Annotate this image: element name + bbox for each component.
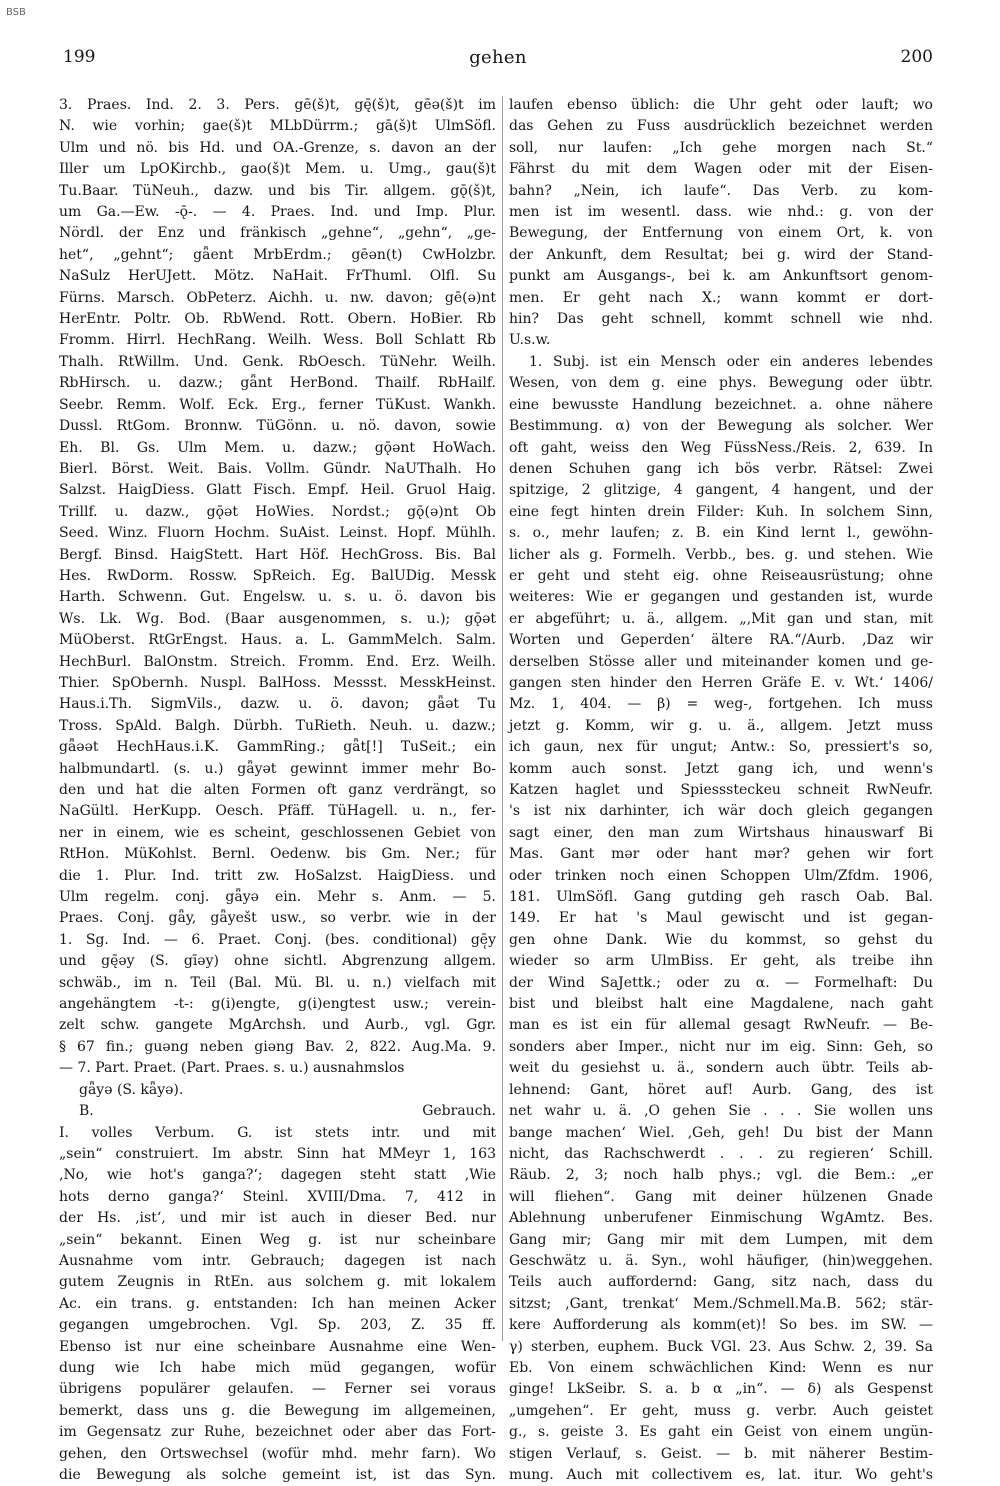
text-line: „sein“ construiert. Im abstr. Sinn hat MMeyr 1, 163	[59, 1145, 496, 1162]
text-line: men ist im wesentl. dass. wie nhd.: g. von der	[509, 204, 933, 221]
text-line: het“, „gehnt“; gǟent MrbErdm.; gēən(t) CwHolzbr.	[59, 246, 496, 263]
text-line: B. Gebrauch.	[79, 1103, 496, 1120]
text-line: Ws. Lk. Wg. Bod. (Baar ausgenommen, s. u.); gǭət	[59, 610, 496, 627]
text-line: lehnend: Gant, höret auf! Aurb. Gang, des ist	[509, 1081, 933, 1098]
text-line: Mas. Gant mər oder hant mər? gehen wir fort	[509, 846, 933, 863]
left-column	[59, 95, 496, 1483]
text-line: Harth. Schwenn. Gut. Engelsw. u. s. u. ö. davon bis	[59, 589, 496, 606]
text-line: sitzst; ‚Gant, trenkat‘ Mem./Schmell.Ma.B. 562; stär-	[509, 1295, 933, 1312]
text-line: gen ohne Dank. Wie du kommst, so gehst du	[509, 931, 933, 948]
text-line: Dussl. RtGom. Bronnw. TüGönn. u. nö. davon, sowie	[59, 418, 496, 435]
text-line: Wesen, von dem g. eine phys. Bewegung oder übtr.	[509, 375, 933, 392]
text-line: gehen, den Ortswechsel (wofür mhd. mehr farn). Wo	[59, 1445, 496, 1462]
text-line: HerEntr. Poltr. Ob. RbWend. Rott. Obern. HoBier. Rb	[59, 311, 496, 328]
text-line: hin? Das geht schnell, kommt schnell wie nhd.	[509, 311, 933, 328]
text-line: kere Aufforderung als komm(et)! So bes. im SW. —	[509, 1317, 933, 1334]
text-line: sagt einer, den man zum Wirtshaus hinauswarf Bi	[509, 824, 933, 841]
text-line: Teils auch auffordernd: Gang, sitz nach, dass du	[509, 1274, 933, 1291]
left-page-number: 199	[63, 47, 96, 67]
text-line: 's ist nix darhinter, ich wär doch gleich gegangen	[509, 803, 933, 820]
text-line: 149. Er hat 's Maul gewischt und ist gegan-	[509, 910, 933, 927]
text-line: MüOberst. RtGrEngst. Haus. a. L. GammMelch. Salm.	[59, 632, 496, 649]
text-line: U.s.w.	[509, 332, 551, 349]
text-line: Bierl. Börst. Weit. Bais. Vollm. Gündr. NaUThalh. Ho	[59, 460, 496, 477]
text-line: Worten und Geperden‘ ältere RA.“/Aurb. ‚Daz wir	[509, 632, 933, 649]
text-line: die Bewegung als solche gemeint ist, ist das Syn.	[59, 1467, 496, 1483]
text-line: Bewegung, der Entfernung von einem Ort, k. von	[509, 225, 933, 242]
text-line: schwäb., im n. Teil (Bal. Mü. Bl. u. n.) vielfach mit	[59, 974, 496, 991]
text-line: er abgeführt; u. ä., allgem. „‚Mit gan und stan, mit	[509, 610, 933, 627]
text-line: jetzt g. Komm, wir g. u. ä., allgem. Jetzt muss	[509, 717, 933, 734]
text-line: g., s. geiste 3. Es gaht ein Geist von einem ungün-	[509, 1424, 933, 1441]
text-line: 1. Sg. Ind. — 6. Praet. Conj. (bes. conditional) gē̜y	[59, 931, 496, 948]
text-line: dung wie Ich habe mich müd gegangen, wofür	[59, 1359, 496, 1376]
text-line: Fährst du mit dem Wagen oder mit der Eisen-	[509, 161, 933, 178]
text-line: der Ankunft, dem Resultat; bei g. wird der Stand-	[509, 246, 933, 263]
headword-title: gehen	[469, 47, 527, 68]
text-line: zelt schw. gangete MgArchsh. und Aurb., vgl. Ggr.	[59, 1017, 496, 1034]
text-line: Seebr. Remm. Wolf. Eck. Erg., ferner TüKust. Wankh.	[59, 396, 496, 413]
text-line: NaGültl. HerKupp. Oesch. Pfäff. TüHagell. u. n., fer-	[59, 803, 496, 820]
text-line: gangen sten hinder den Herren Gräfe E. v. Wt.‘ 1406/	[509, 674, 933, 691]
text-line: im Gegensatz zur Ruhe, bezeichnet oder aber das Fort-	[59, 1424, 496, 1441]
text-line: das Gehen zu Fuss ausdrücklich bezeichnet werden	[509, 118, 933, 135]
text-line: bist und bleibst halt eine Magdalene, nach gaht	[509, 996, 933, 1013]
text-line: „sein“ bekannt. Einen Weg g. ist nur scheinbare	[59, 1231, 496, 1248]
text-line: 1. Subj. ist ein Mensch oder ein anderes lebendes	[529, 353, 933, 370]
text-line: ‚No, wie hot's ganga?‘; dagegen steht statt ‚Wie	[59, 1167, 496, 1184]
text-line: Ulm und nö. bis Hd. und OA.-Grenze, s. davon an der	[59, 139, 496, 156]
text-line: Haus.i.Th. SigmVils., dazw. u. ö. davon; gǟət Tu	[59, 696, 496, 713]
text-line: punkt am Ausgangs-, bei k. am Ankunftsort genom-	[509, 268, 933, 285]
text-line: s. o., mehr laufen; z. B. ein Kind lernt l., gewöhn-	[509, 525, 933, 542]
text-line: Thalh. RtWillm. Und. Genk. RbOesch. TüNehr. Weilh.	[59, 353, 496, 370]
text-line: Ulm regelm. conj. gǟyə ein. Mehr s. Anm. — 5.	[59, 889, 496, 906]
text-line: men. Er geht nach X.; wann kommt er dort-	[509, 289, 933, 306]
text-line: γ) sterben, euphem. Buck VGl. 23. Aus Schw. 2, 39. Sa	[509, 1338, 933, 1355]
text-line: Ablehnung unberufener Einmischung WgAmtz. Bes.	[509, 1210, 933, 1227]
text-line: „umgehen“. Er geht, muss g. verbr. Auch geistet	[509, 1402, 933, 1419]
text-line: Seed. Winz. Fluorn Hochm. SuAist. Leinst. Hopf. Mühlh.	[59, 525, 496, 542]
text-line: RtHon. MüKohlst. Bernl. Oedenw. bis Gm. Ner.; für	[59, 846, 496, 863]
text-line: und gę̄əy (S. gīəy) ohne sichtl. Abgrenzung allgem.	[59, 953, 496, 970]
text-line: gǟyə (S. kǟyə).	[79, 1081, 184, 1098]
text-line: mung. Auch mit collectivem es, lat. itur. Wo geht's	[509, 1467, 933, 1483]
text-line: net wahr u. ä. ‚O gehen Sie . . . Sie wollen uns	[509, 1103, 933, 1120]
text-line: spitzige, 2 glitzige, 4 gangent, 4 hangent, und der	[509, 482, 933, 499]
text-line: Trillf. u. dazw., gǭət HoWies. Nordst.; gǭ(ə)nt Ob	[59, 503, 496, 520]
text-line: Bergf. Binsd. HaigStett. Hart Höf. HechGross. Bis. Bal	[59, 546, 496, 563]
text-line: N. wie vorhin; gae(š)t MLbDürrm.; gā(š)t UlmSöfl.	[59, 118, 496, 135]
text-line: Praes. Conj. gǟy, gǟyešt usw., so verbr. wie in der	[59, 910, 496, 927]
text-line: eine fegt hinten drein Filder: Kuh. In solchem Sinn,	[509, 503, 933, 520]
text-line: 3. Praes. Ind. 2. 3. Pers. gē(š)t, gę̄(š)t, gēə(š)t im	[59, 97, 496, 113]
column-divider	[502, 96, 503, 1341]
text-line: Hes. RwDorm. Rossw. SpReich. Eg. BalUDig. Messk	[59, 567, 496, 584]
text-line: Ac. ein trans. g. entstanden: Ich han meinen Acker	[59, 1295, 496, 1312]
text-line: Salzst. HaigDiess. Glatt Fisch. Empf. Heil. Gruol Haig.	[59, 482, 496, 499]
text-line: weiteres: Wie er gegangen und gestanden ist, wurde	[509, 589, 933, 606]
text-line: er geht und steht eig. ohne Reiseausrüstung; ohne	[509, 567, 933, 584]
text-line: oder trinken noch einen Schoppen Ulm/Zfdm. 1906,	[509, 867, 933, 884]
right-column	[509, 95, 933, 1483]
text-line: derselben Stösse aller und miteinander komen und ge-	[509, 653, 933, 670]
text-line: Fromm. Hirrl. HechRang. Weilh. Wess. Boll Schlatt Rb	[59, 332, 496, 349]
text-line: Gang mir; Gang mir mit dem Lumpen, mit dem	[509, 1231, 933, 1248]
text-line: angehängtem -t-: g(i)engte, g(i)engtest usw.; verein-	[59, 996, 496, 1013]
text-line: Katzen haglet und Spiesssteckeu schneit RwNeufr.	[509, 782, 933, 798]
text-line: — 7. Part. Praet. (Part. Praes. s. u.) ausnahmslos	[59, 1060, 405, 1077]
text-line: Bestimmung. α) von der Bewegung als solcher. Wer	[509, 418, 933, 435]
text-line: sonders aber Imper., nicht nur im eig. Sinn: Geh, so	[509, 1038, 933, 1055]
text-line: bange machen‘ Wiel. ‚Geh, geh! Du bist der Mann	[509, 1124, 933, 1141]
text-line: HechBurl. BalOnstm. Streich. Fromm. End. Erz. Weilh.	[59, 653, 496, 670]
text-line: ner in einem, wie es scheint, geschlossenen Gebiet von	[59, 824, 496, 841]
text-line: soll, nur laufen: „Ich gehe morgen nach St.“	[509, 139, 933, 156]
text-line: übrigens populärer gelaufen. — Ferner sei voraus	[59, 1381, 496, 1398]
text-line: wieder so arm UlmBiss. Er geht, als treibe ihn	[509, 953, 933, 970]
text-line: Nördl. der Enz und fränkisch „gehne“, „gehn“, „ge-	[59, 225, 496, 242]
text-line: gǟəət HechHaus.i.K. GammRing.; gǟt[!] TuSeit.; ein	[59, 739, 496, 756]
text-line: der Hs. ‚ist‘, und mir ist auch in dieser Bed. nur	[59, 1210, 496, 1227]
text-line: Geschwätz u. ä. Syn., wohl häufiger, (hin)weggehen.	[509, 1252, 933, 1269]
text-line: Fürns. Marsch. ObPeterz. Aichh. u. nw. davon; gē(ə)nt	[59, 289, 496, 306]
text-line: nicht, das Rachschwerdt . . . zu regieren‘ Schill.	[509, 1145, 933, 1162]
text-line: I. volles Verbum. G. ist stets intr. und mit	[59, 1124, 496, 1141]
text-line: ich gaun, nex für ungut; Antw.: So, pressiert's so,	[509, 739, 933, 756]
text-line: hots derno ganga?‘ Steinl. XVIII/Dma. 7, 412 in	[59, 1188, 496, 1205]
text-line: laufen ebenso üblich: die Uhr geht oder lauft; wo	[509, 97, 933, 113]
text-line: oft gaht, weiss den Weg FüssNess./Reis. 2, 639. In	[509, 439, 933, 456]
text-line: stigen Verlauf, s. Geist. — b. mit näherer Bestim-	[509, 1445, 933, 1462]
text-line: 181. UlmSöfl. Gang gutding geh rasch Oab. Bal.	[509, 889, 933, 906]
text-line: Eb. Von einem schwächlichen Kind: Wenn es nur	[509, 1359, 933, 1376]
text-line: Ebenso ist nur eine scheinbare Ausnahme eine Wen-	[59, 1338, 496, 1355]
text-line: bemerkt, dass uns g. die Bewegung im allgemeinen,	[59, 1402, 496, 1419]
text-line: halbmundartl. (s. u.) gǟyət gewinnt immer mehr Bo-	[59, 760, 496, 777]
text-line: Tu.Baar. TüNeuh., dazw. und bis Tir. allgem. gǭ(š)t,	[59, 182, 496, 199]
text-line: Ausnahme vom intr. Gebrauch; dagegen ist nach	[59, 1252, 496, 1269]
right-page-number: 200	[900, 47, 933, 67]
text-line: Thier. SpObernh. Nuspl. BalHoss. Messst. MesskHeinst.	[59, 674, 496, 691]
text-line: Tross. SpAld. Balgh. Dürbh. TuRieth. Neuh. u. dazw.;	[59, 717, 496, 734]
text-line: Eh. Bl. Gs. Ulm Mem. u. dazw.; gǭənt HoWach.	[59, 439, 496, 456]
page-header	[63, 47, 933, 75]
text-line: NaSulz HerUJett. Mötz. NaHait. FrThuml. Olfl. Su	[59, 268, 496, 285]
text-line: um Ga.—Ew. -ǭ-. — 4. Praes. Ind. und Imp. Plur.	[59, 204, 496, 221]
text-line: eine bewusste Handlung bezeichnet. a. ohne nähere	[509, 396, 933, 413]
text-line: weit du gesiehst u. ä., sondern auch übtr. Teils ab-	[509, 1060, 933, 1077]
text-line: den und hat die alten Formen oft ganz verdrängt, so	[59, 782, 496, 798]
text-line: RbHirsch. u. dazw.; gǟnt HerBond. Thailf. RbHailf.	[59, 375, 496, 392]
text-line: gegangen umgebrochen. Vgl. Sp. 203, Z. 35 ff.	[59, 1317, 496, 1334]
text-line: bahn? „Nein, ich laufe“. Das Verb. zu kom-	[509, 182, 933, 199]
text-line: man es ist ein für allemal gesagt RwNeufr. — Be-	[509, 1017, 933, 1034]
text-line: ginge! LkSeibr. S. a. b α „in“. — δ) als Gespenst	[509, 1381, 933, 1398]
text-line: licher als g. Formelh. Verbb., bes. g. und stehen. Wie	[509, 546, 933, 563]
text-line: komm auch sonst. Jetzt gang ich, und wenn's	[509, 760, 933, 777]
text-line: der Wind SaJettk.; oder zu α. — Formelhaft: Du	[509, 974, 933, 991]
text-line: denen Schuhen gang ich bös verbr. Rätsel: Zwei	[509, 460, 933, 477]
text-line: die 1. Plur. Ind. tritt zw. HoSalzst. HaigDiess. und	[59, 867, 496, 884]
text-line: Mz. 1, 404. — β) = weg-, fortgehen. Ich muss	[509, 696, 933, 713]
text-line: gutem Zeugnis in RtEn. aus solchem g. mit lokalem	[59, 1274, 496, 1291]
library-stamp: BSB	[6, 7, 26, 18]
text-line: Iller um LpOKirchb., gao(š)t Mem. u. Umg., gau(š)t	[59, 161, 496, 178]
text-line: will fliehen“. Gang mit deiner hülzenen Gnade	[509, 1188, 933, 1205]
text-line: Räub. 2, 3; noch halb phys.; vgl. die Bem.: „er	[509, 1167, 933, 1184]
text-line: § 67 fin.; guəng neben giəng Bav. 2, 822. Aug.Ma. 9.	[59, 1038, 496, 1055]
